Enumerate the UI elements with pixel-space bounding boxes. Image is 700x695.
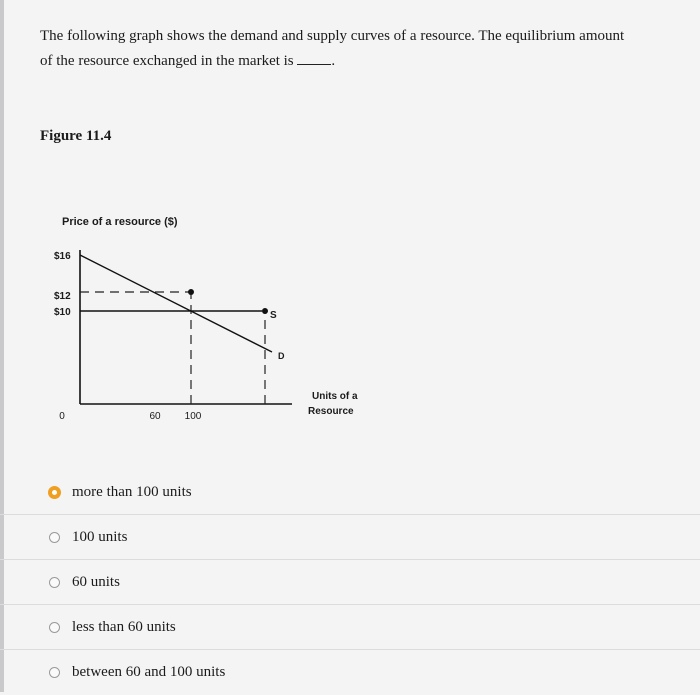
option-label: less than 60 units — [72, 618, 176, 635]
figure-label: Figure 11.4 — [40, 128, 112, 144]
demand-label: D — [278, 351, 285, 361]
option-60-units[interactable] — [0, 560, 700, 605]
question-line-1: The following graph shows the demand and supply curves of a resource. The equilibrium amount — [40, 28, 625, 44]
supply-label: S — [270, 310, 277, 321]
question-line-2: of the resource exchanged in the market is — [40, 53, 294, 69]
y-tick-label: $16 — [54, 251, 71, 262]
option-100-units[interactable] — [0, 515, 700, 560]
question-line-2-end: . — [331, 53, 336, 69]
radio-button[interactable] — [49, 667, 60, 678]
equilibrium-point-marker — [262, 308, 268, 314]
radio-button[interactable] — [49, 577, 60, 588]
x-tick-label: 0 — [59, 411, 65, 422]
demand-line — [80, 255, 272, 352]
chart-plot-area — [80, 250, 292, 404]
option-label: 100 units — [72, 528, 128, 545]
option-between-60-and-100-units[interactable] — [0, 650, 700, 695]
option-label: between 60 and 100 units — [72, 664, 226, 680]
x-axis-label-line-1: Units of a — [312, 391, 358, 402]
x-axis-label-line-2: Resource — [308, 406, 354, 417]
radio-button[interactable] — [49, 532, 60, 543]
option-label: more than 100 units — [72, 483, 192, 500]
y-tick-label: $12 — [54, 291, 71, 302]
radio-button[interactable] — [49, 622, 60, 633]
y-tick-label: $10 — [54, 307, 71, 318]
equilibrium-point-marker — [188, 289, 194, 295]
radio-button[interactable] — [48, 486, 61, 499]
option-less-than-60-units[interactable] — [0, 605, 700, 650]
answer-options — [0, 470, 700, 695]
option-label: 60 units — [72, 573, 120, 590]
x-tick-label: 60 — [149, 411, 161, 422]
y-axis-label: Price of a resource ($) — [62, 216, 178, 228]
option-more-than-100-units[interactable] — [0, 470, 700, 515]
x-tick-label: 100 — [184, 411, 202, 422]
